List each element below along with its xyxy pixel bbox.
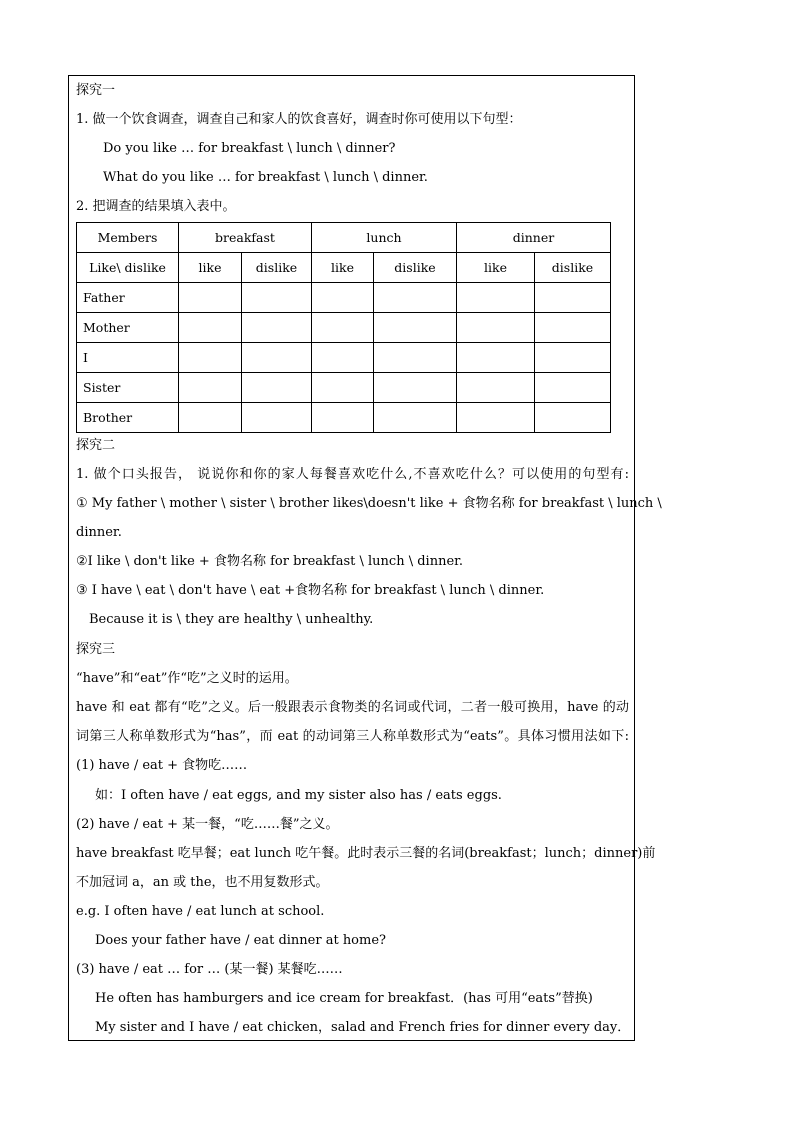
section1-heading: 探究一 <box>76 83 116 98</box>
table-cell[interactable] <box>374 313 457 343</box>
usage-2-explanation-line2: 不加冠词 a，an 或 the，也不用复数形式。 <box>76 875 329 890</box>
member-label: Brother <box>77 403 179 433</box>
table-cell[interactable] <box>457 283 535 313</box>
table-cell[interactable] <box>242 283 312 313</box>
table-cell[interactable] <box>457 313 535 343</box>
sentence-pattern-1: Do you like … for breakfast \ lunch \ dinner? <box>103 141 396 156</box>
subheader-like-dislike: Like\ dislike <box>77 253 179 283</box>
survey-table <box>76 222 611 433</box>
table-cell[interactable] <box>374 343 457 373</box>
table-cell[interactable] <box>457 403 535 433</box>
subheader-like: like <box>312 253 374 283</box>
table-cell[interactable] <box>179 373 242 403</box>
table-cell[interactable] <box>312 373 374 403</box>
table-cell[interactable] <box>457 343 535 373</box>
table-row <box>77 283 611 313</box>
table-cell[interactable] <box>312 343 374 373</box>
usage-1-example: 如：I often have / eat eggs, and my sister also has / eats eggs. <box>95 788 502 803</box>
table-cell[interactable] <box>535 343 611 373</box>
example-1: e.g. I often have / eat lunch at school. <box>76 904 325 919</box>
table-row <box>77 313 611 343</box>
table-cell[interactable] <box>374 373 457 403</box>
table-cell[interactable] <box>374 283 457 313</box>
pattern-sentence-2: ②I like \ don't like + 食物名称 for breakfast \ lunch \ dinner. <box>76 554 464 569</box>
usage-1: (1) have / eat + 食物吃…… <box>76 758 248 773</box>
table-cell[interactable] <box>179 313 242 343</box>
subheader-dislike: dislike <box>242 253 312 283</box>
header-dinner: dinner <box>457 223 611 253</box>
table-cell[interactable] <box>179 403 242 433</box>
table-cell[interactable] <box>535 313 611 343</box>
subheader-dislike: dislike <box>535 253 611 283</box>
member-label: I <box>77 343 179 373</box>
table-cell[interactable] <box>312 313 374 343</box>
section1-item1: 1. 做一个饮食调查，调查自己和家人的饮食喜好，调查时你可使用以下句型： <box>76 112 522 127</box>
subheader-like: like <box>457 253 535 283</box>
table-cell[interactable] <box>535 283 611 313</box>
subheader-dislike: dislike <box>374 253 457 283</box>
table-cell[interactable] <box>242 313 312 343</box>
table-row <box>77 403 611 433</box>
header-lunch: lunch <box>312 223 457 253</box>
pattern-sentence-4: Because it is \ they are healthy \ unhealthy. <box>89 612 374 627</box>
pattern-sentence-1b: dinner. <box>76 525 122 540</box>
pattern-sentence-3: ③ I have \ eat \ don't have \ eat +食物名称 for breakfast \ lunch \ dinner. <box>76 583 545 598</box>
table-subheader-row <box>77 253 611 283</box>
table-cell[interactable] <box>312 403 374 433</box>
usage-3: (3) have / eat … for … (某一餐) 某餐吃…… <box>76 962 343 977</box>
example-4: My sister and I have / eat chicken，salad and French fries for dinner every day． <box>95 1020 631 1035</box>
table-cell[interactable] <box>312 283 374 313</box>
table-cell[interactable] <box>535 403 611 433</box>
table-cell[interactable] <box>457 373 535 403</box>
usage-2: (2) have / eat + 某一餐，“吃……餐”之义。 <box>76 817 339 832</box>
section3-paragraph-line1: have 和 eat 都有“吃”之义。后一般跟表示食物类的名词或代词，二者一般可换用，have 的动 <box>76 700 629 715</box>
table-header-row <box>77 223 611 253</box>
section3-paragraph-line2: 词第三人称单数形式为“has”，而 eat 的动词第三人称单数形式为“eats”。具体习惯用法如下: <box>76 729 629 744</box>
table-cell[interactable] <box>374 403 457 433</box>
example-2: Does your father have / eat dinner at home? <box>95 933 387 948</box>
table-row <box>77 373 611 403</box>
table-cell[interactable] <box>179 343 242 373</box>
header-breakfast: breakfast <box>179 223 312 253</box>
table-cell[interactable] <box>242 373 312 403</box>
table-cell[interactable] <box>242 403 312 433</box>
member-label: Sister <box>77 373 179 403</box>
section3-heading: 探究三 <box>76 642 116 657</box>
member-label: Father <box>77 283 179 313</box>
table-cell[interactable] <box>242 343 312 373</box>
table-cell[interactable] <box>535 373 611 403</box>
table-cell[interactable] <box>179 283 242 313</box>
section2-heading: 探究二 <box>76 438 116 453</box>
section3-intro: “have”和“eat”作“吃”之义时的运用。 <box>76 671 298 686</box>
usage-2-explanation-line1: have breakfast 吃早餐；eat lunch 吃午餐。此时表示三餐的名词(breakfast；lunch；dinner)前 <box>76 846 656 861</box>
section1-item2: 2. 把调查的结果填入表中。 <box>76 199 236 214</box>
subheader-like: like <box>179 253 242 283</box>
sentence-pattern-2: What do you like … for breakfast \ lunch \ dinner. <box>103 170 428 185</box>
section2-item1: 1. 做个口头报告， 说说你和你的家人每餐喜欢吃什么,不喜欢吃什么？可以使用的句型有: <box>76 467 629 482</box>
pattern-sentence-1a: ① My father \ mother \ sister \ brother likes\doesn't like + 食物名称 for breakfast \ lunch \ <box>76 496 662 511</box>
example-3: He often has hamburgers and ice cream for breakfast．(has 可用“eats”替换) <box>95 991 593 1006</box>
table-row <box>77 343 611 373</box>
header-members: Members <box>77 223 179 253</box>
member-label: Mother <box>77 313 179 343</box>
